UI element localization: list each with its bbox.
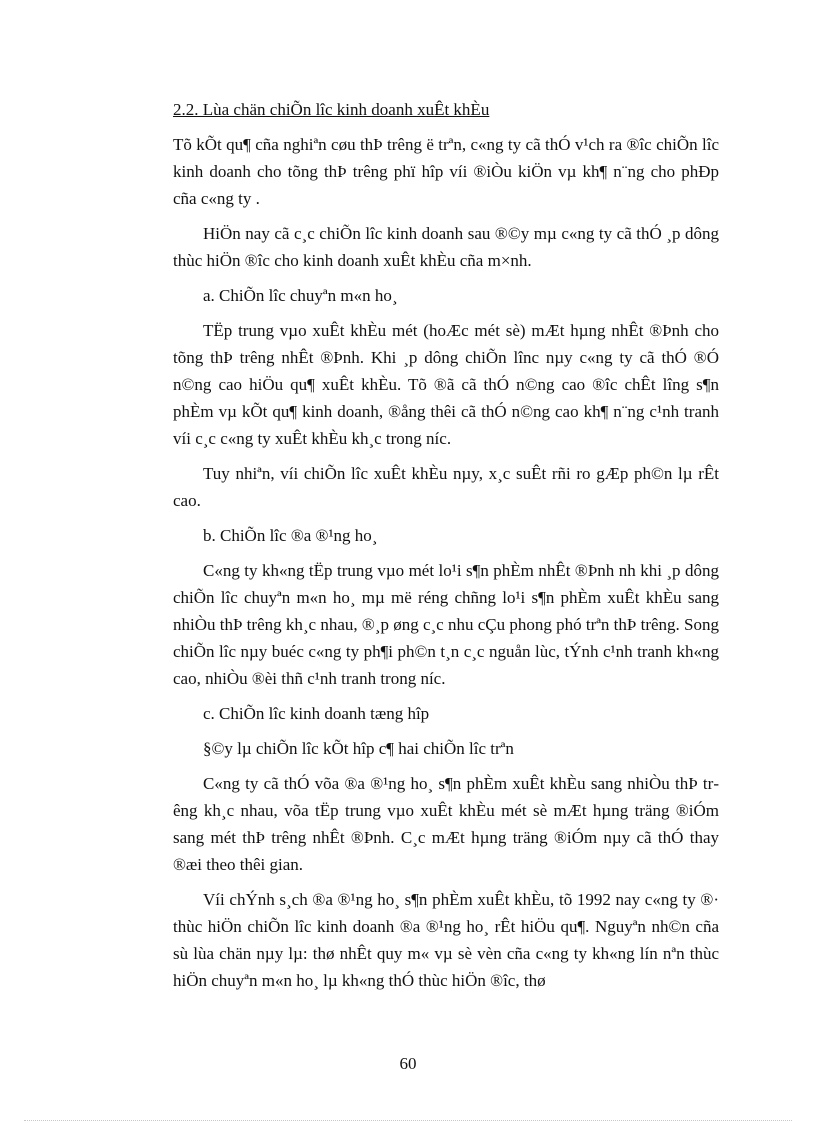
- paragraph-text: §©y lµ chiÕn lîc kÕt hîp c¶ hai chiÕn lîc trªn: [203, 739, 514, 758]
- paragraph-text: Tõ kÕt qu¶ cña nghiªn cøu thÞ trêng ë trªn, c«ng ty cã thÓ v¹ch ra ®îc chiÕn lîc kinh doanh cho tõng thÞ trêng phï hîp víi ®iÒu kiÖn vµ kh¶ n¨ng cho phÐp cña c«ng ty .: [173, 135, 719, 208]
- section-heading: 2.2. Lùa chän chiÕn lîc kinh doanh xuÊt khÈu: [173, 100, 490, 119]
- page-number: 60: [399, 1054, 417, 1073]
- paragraph: [173, 220, 719, 274]
- paragraph: [173, 886, 719, 994]
- subheading-text: b. ChiÕn lîc ®a ®¹ng ho¸: [203, 526, 378, 545]
- paragraph: [173, 557, 719, 692]
- paragraph: [173, 460, 719, 514]
- paragraph: [173, 770, 719, 878]
- paragraph: [173, 317, 719, 452]
- page-content: [173, 96, 719, 1002]
- paragraph-text: HiÖn nay cã c¸c chiÕn lîc kinh doanh sau ®©y mµ c«ng ty cã thÓ ¸p dông thùc hiÖn ®îc cho kinh doanh xuÊt khÈu cña m×nh.: [173, 224, 719, 270]
- subheading: [173, 700, 719, 727]
- subheading: [173, 282, 719, 309]
- paragraph-text: Tuy nhiªn, víi chiÕn lîc xuÊt khÈu nµy, x¸c suÊt rñi ro gÆp ph©n lµ rÊt cao.: [173, 464, 719, 510]
- subheading: [173, 522, 719, 549]
- paragraph-text: Víi chÝnh s¸ch ®a ®¹ng ho¸ s¶n phÈm xuÊt khÈu, tõ 1992 nay c«ng ty ®· thùc hiÖn chiÕn lîc kinh doanh ®a ®¹ng ho¸ rÊt hiÖu qu¶. Nguyªn nh©n cña sù lùa chän nµy lµ: thø nhÊt quy m« vµ sè vèn cña c«ng ty kh«ng lín nªn thùc hiÖn chuyªn m«n ho¸ lµ kh«ng thÓ thùc hiÖn ®îc, thø: [173, 890, 719, 990]
- paragraph: [173, 131, 719, 212]
- paragraph-text: C«ng ty cã thÓ võa ®a ®¹ng ho¸ s¶n phÈm xuÊt khÈu sang nhiÒu thÞ trêng kh¸c nhau, võa tËp trung vµo xuÊt khÈu mét sè mÆt hµng träng ®iÓm sang mét thÞ trêng nhÊt ®Þnh. C¸c mÆt hµng träng ®iÓm nµy cã thÓ thay ®æi theo thêi gian.: [173, 774, 719, 874]
- paragraph-text: C«ng ty kh«ng tËp trung vµo mét lo¹i s¶n phÈm nhÊt ®Þnh nh khi ¸p dông chiÕn lîc chuyªn m«n ho¸ mµ më réng chñng lo¹i s¶n phÈm xuÊt khÈu sang nhiÒu thÞ trêng kh¸c nhau, ®¸p øng c¸c nhu cÇu phong phó trªn thÞ trêng. Song chiÕn lîc nµy buéc c«ng ty ph¶i ph©n t¸n c¸c nguån lùc, tÝnh c¹nh tranh kh«ng cao, nhiÒu ®èi thñ c¹nh tranh trong níc.: [173, 561, 719, 688]
- subheading-text: c. ChiÕn lîc kinh doanh tæng hîp: [203, 704, 430, 723]
- paragraph-text: TËp trung vµo xuÊt khÈu mét (hoÆc mét sè) mÆt hµng nhÊt ®Þnh cho tõng thÞ trêng nhÊt ®Þnh. Khi ¸p dông chiÕn lînc nµy c«ng ty cã thÓ ®Ó n©ng cao hiÖu qu¶ xuÊt khÈu. Tõ ®ã cã thÓ n©ng cao ®îc chÊt lîng s¶n phÈm vµ kÕt qu¶ kinh doanh, ®ång thêi cã thÓ n©ng cao kh¶ n¨ng c¹nh tranh víi c¸c c«ng ty xuÊt khÈu kh¸c trong níc.: [173, 321, 719, 448]
- page-bottom-divider: [24, 1120, 792, 1121]
- paragraph: [173, 735, 719, 762]
- subheading-text: a. ChiÕn lîc chuyªn m«n ho¸: [203, 286, 398, 305]
